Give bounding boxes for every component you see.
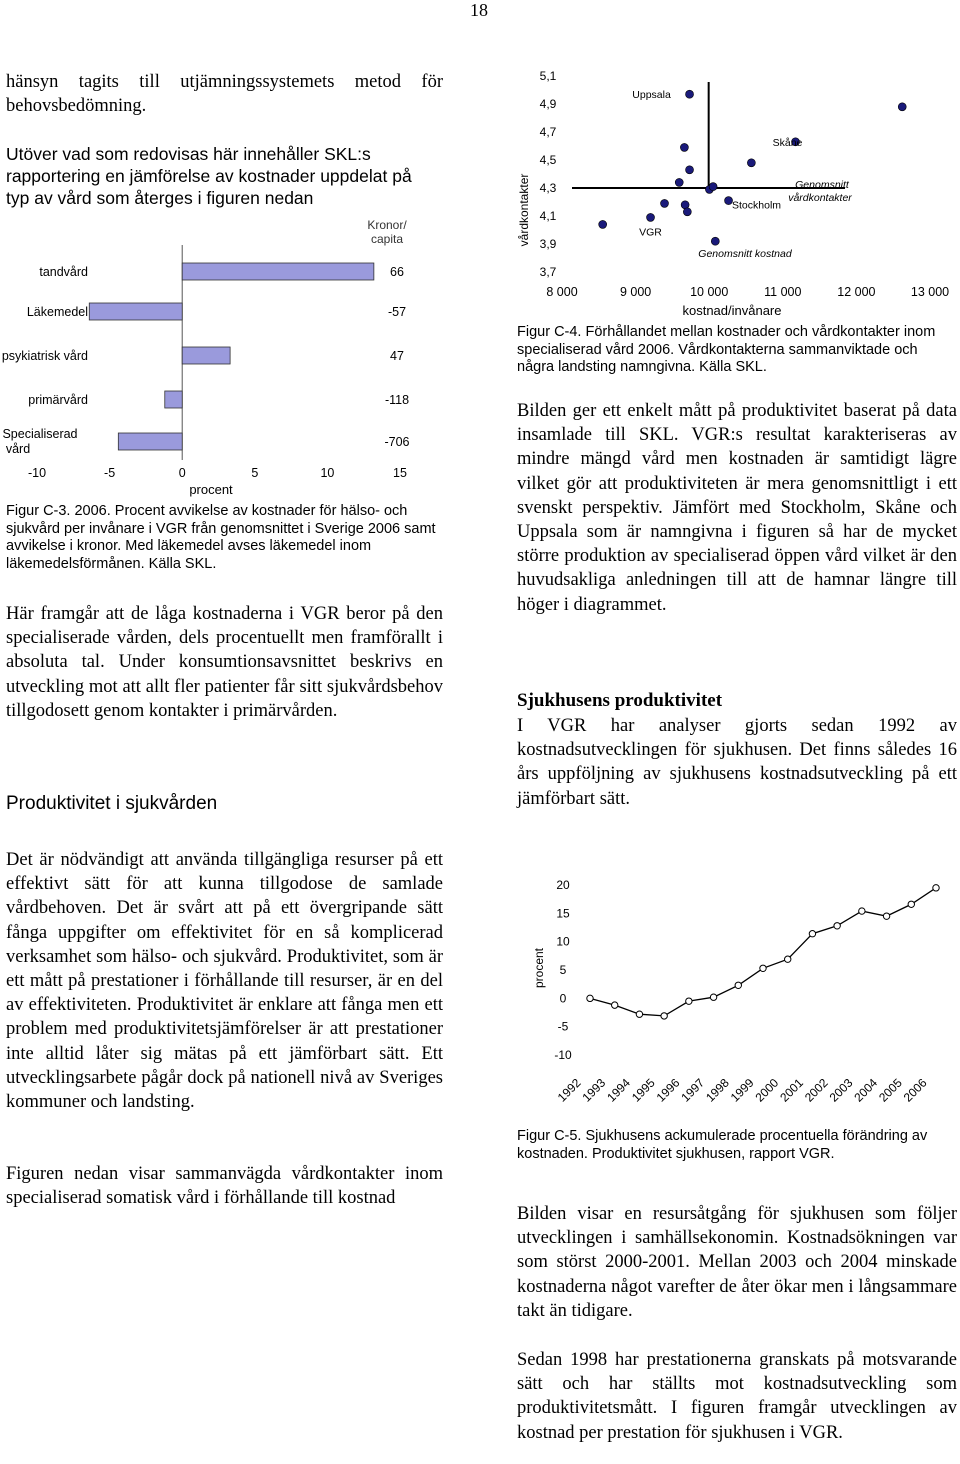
fig5-caption: Figur C-5. Sjukhusens ackumulerade procentuella förändring av kostnaden. Produktivitet sjukhusen, rapport VGR. bbox=[517, 1128, 928, 1162]
fig5-data-point bbox=[785, 956, 791, 962]
fig3-right-header-line1: Kronor/ bbox=[367, 218, 407, 232]
left-paragraph-4: Det är nödvändigt att använda tillgängliga resurser på ett effektivt sätt för att kunna tillgodose de samlade vårdbehoven. Det är svårt att på ett övergripande sätt fånga uppgifter om effektivitet för en så komplicerad verksamhet som hälso- och sjukvård. Produktivitet, som är ett mått på prestationer i förhållande till resurser, är en del av effektiviteten. Produktivitet är enklare att fånga men ett problem med produktivitetsjämförelser är att prestationer inte alltid låter sig mätas på ett jämförbart sätt. Ett utvecklingsarbete pågår dock på nationell nivå av Sveriges kommuner och landsting. bbox=[6, 850, 443, 1113]
fig3-bar-chart bbox=[0, 210, 440, 500]
fig4-y-tick-label: 5,1 bbox=[539, 69, 557, 83]
fig3-category-label: vård bbox=[5, 442, 31, 456]
fig4-data-point bbox=[686, 166, 694, 174]
fig5-x-tick-label: 2004 bbox=[851, 1075, 881, 1105]
fig3-kronor-value: -706 bbox=[384, 435, 410, 449]
fig5-y-tick-label: 10 bbox=[556, 934, 570, 949]
fig4-data-point bbox=[747, 159, 755, 167]
fig5-x-tick-label: 1992 bbox=[554, 1075, 584, 1105]
fig3-caption: Figur C-3. 2006. Procent avvikelse av kostnader för hälso- och sjukvård per invånare i VGR från genomsnittet i Sverige 2006 samt avvikelse i kronor. Med läkemedel avses läkemedel inom läkemedelsförmånen. Källa SKL. bbox=[6, 503, 436, 572]
section-heading-sjukhusens: Sjukhusens produktivitet bbox=[517, 690, 723, 711]
fig4-caption: Figur C-4. Förhållandet mellan kostnader och vårdkontakter inom specialiserad vård 2006. Vårdkontakterna sammanviktade och några landsting namngivna. Källa SKL. bbox=[517, 324, 936, 375]
fig5-x-tick-label: 1997 bbox=[678, 1075, 708, 1105]
fig3-category-label: primärvård bbox=[28, 393, 88, 407]
fig5-data-point bbox=[587, 995, 593, 1001]
fig5-data-point bbox=[710, 994, 716, 1000]
fig4-x-tick-label: 12 000 bbox=[837, 285, 876, 299]
fig5-y-tick-label: 0 bbox=[559, 991, 567, 1006]
fig3-category-label: Läkemedel bbox=[26, 305, 88, 319]
right-paragraph-3: Bilden visar en resursåtgång för sjukhusen som följer utvecklingen i samhällsekonomin. Kostnadsökningen var som störst 2000-2001. Mellan 2003 och 2004 minskade kostnaderna något varefter de åter ökar men i långsammare takt än tidigare. bbox=[517, 1204, 957, 1321]
fig5-y-tick-label: -5 bbox=[557, 1019, 569, 1034]
fig5-y-tick-label: 15 bbox=[556, 906, 570, 921]
fig5-data-point bbox=[661, 1013, 667, 1019]
right-paragraph-2: I VGR har analyser gjorts sedan 1992 av kostnadsutvecklingen för sjukhusen. Det finns således 16 års uppföljning av sjukhusens kostnadsutveckling på ett jämförbart sätt. bbox=[517, 716, 957, 809]
fig4-y-tick-label: 4,9 bbox=[539, 97, 557, 111]
fig3-bar bbox=[182, 347, 230, 364]
left-paragraph-1: hänsyn tagits till utjämningssystemets metod för behovsbedömning. bbox=[6, 72, 443, 117]
fig3-x-tick-label: 15 bbox=[393, 466, 407, 480]
fig5-x-tick-label: 2006 bbox=[900, 1075, 930, 1105]
fig5-x-tick-label: 2005 bbox=[876, 1075, 905, 1105]
fig3-category-label: psykiatrisk vård bbox=[1, 349, 88, 363]
fig5-data-point bbox=[636, 1011, 642, 1017]
fig5-data-point bbox=[760, 965, 766, 971]
fig3-x-tick-label: 10 bbox=[320, 466, 335, 480]
fig3-kronor-value: -118 bbox=[384, 393, 410, 407]
fig3-bar bbox=[89, 303, 182, 320]
fig5-data-point bbox=[686, 998, 692, 1004]
fig5-series-line bbox=[590, 888, 936, 1016]
fig4-annotation-mean-y-line1: Genomsnitt bbox=[795, 179, 849, 191]
fig5-x-tick-label: 1998 bbox=[703, 1075, 732, 1105]
fig4-point-label: Stockholm bbox=[732, 199, 782, 212]
fig5-x-tick-label: 1993 bbox=[579, 1075, 609, 1105]
fig4-point-label: Uppsala bbox=[632, 89, 671, 102]
fig4-y-tick-label: 4,7 bbox=[539, 125, 557, 139]
fig3-right-header-line2: capita bbox=[370, 232, 404, 246]
fig5-data-point bbox=[612, 1002, 618, 1008]
fig3-bar bbox=[182, 263, 374, 280]
fig4-y-tick-label: 4,3 bbox=[539, 181, 557, 195]
right-paragraph-4: Sedan 1998 har prestationerna granskats på motsvarande sätt och har ställts mot kostnadsutveckling som produktivitetsmått. I figuren framgår utvecklingen av kostnad per prestation för sjukhusen i VGR. bbox=[517, 1350, 957, 1443]
fig3-category-label: tandvård bbox=[39, 265, 88, 279]
fig4-x-tick-label: 11 000 bbox=[764, 285, 802, 299]
right-paragraph-1: Bilden ger ett enkelt mått på produktivitet baserat på data insamlade till SKL. VGR:s resultat karakteriseras av mindre mängd vård men kostnaden är samtidigt lägre vilket gör att produktiviteten är mera genomsnittligt i ett svenskt perspektiv. Jämfört med Stockholm, Skåne och Uppsala som är namngivna i figuren så har de mycket större produktion av specialiserad öppen vård vilket är den huvudsakliga anledningen till att de hamnar längre till höger i diagrammet. bbox=[517, 401, 957, 615]
fig5-y-axis-label: procent bbox=[532, 947, 546, 989]
fig3-x-tick-label: -10 bbox=[27, 466, 47, 480]
left-paragraph-5: Figuren nedan visar sammanvägda vårdkontakter inom specialiserad somatisk vård i förhållande till kostnad bbox=[6, 1164, 443, 1209]
fig4-y-tick-label: 4,1 bbox=[539, 209, 557, 223]
fig4-y-tick-label: 3,9 bbox=[539, 237, 557, 251]
fig4-data-point bbox=[680, 143, 688, 151]
fig5-y-tick-label: 20 bbox=[556, 878, 570, 892]
fig4-x-tick-label: 10 000 bbox=[690, 285, 729, 299]
fig5-data-point bbox=[908, 901, 914, 907]
fig5-x-tick-label: 2001 bbox=[777, 1075, 806, 1105]
fig4-x-axis-label: kostnad/invånare bbox=[682, 303, 782, 318]
fig5-data-point bbox=[859, 908, 865, 914]
fig5-line-chart bbox=[515, 868, 955, 1128]
fig5-x-tick-label: 2003 bbox=[826, 1075, 856, 1105]
fig4-x-tick-label: 13 000 bbox=[910, 285, 950, 299]
fig3-category-label: Specialiserad bbox=[2, 427, 78, 441]
fig3-bar bbox=[118, 433, 182, 450]
left-paragraph-2: Utöver vad som redovisas här innehåller SKL:s rapportering en jämförelse av kostnader uppdelat på typ av vård som återges i figuren nedan bbox=[6, 144, 412, 208]
fig5-data-point bbox=[834, 923, 840, 929]
fig5-y-tick-label: 5 bbox=[559, 963, 567, 977]
fig5-x-tick-label: 2002 bbox=[801, 1075, 831, 1105]
fig4-data-point bbox=[683, 208, 691, 216]
fig5-data-point bbox=[735, 982, 741, 988]
fig4-x-tick-label: 9 000 bbox=[619, 285, 652, 299]
fig5-x-tick-label: 1999 bbox=[727, 1075, 757, 1105]
fig5-data-point bbox=[933, 885, 939, 891]
fig3-x-axis-label: procent bbox=[189, 482, 233, 497]
fig4-scatter-chart bbox=[510, 60, 960, 320]
fig3-bar bbox=[165, 391, 182, 408]
fig3-kronor-value: -57 bbox=[387, 305, 407, 319]
fig4-data-point bbox=[661, 199, 669, 207]
fig5-data-point bbox=[809, 931, 815, 937]
fig4-y-tick-label: 3,7 bbox=[539, 265, 557, 279]
fig5-x-tick-label: 1994 bbox=[604, 1075, 633, 1105]
fig4-data-point bbox=[709, 183, 717, 191]
fig4-annotation-mean-x: Genomsnitt kostnad bbox=[698, 248, 792, 260]
fig3-x-tick-label: -5 bbox=[104, 466, 116, 480]
fig4-point-label: VGR bbox=[639, 226, 662, 239]
fig3-x-tick-label: 0 bbox=[178, 466, 186, 480]
fig4-y-axis-label: vårdkontakter bbox=[517, 173, 531, 247]
section-heading-produktivitet: Produktivitet i sjukvården bbox=[6, 793, 218, 814]
fig4-x-tick-label: 8 000 bbox=[546, 285, 578, 299]
fig5-x-tick-label: 1996 bbox=[653, 1075, 683, 1105]
fig4-data-point bbox=[675, 178, 683, 186]
fig5-x-tick-label: 2000 bbox=[752, 1075, 782, 1105]
page-number: 18 bbox=[470, 0, 488, 20]
fig4-data-point bbox=[599, 220, 607, 228]
left-paragraph-3: Här framgår att de låga kostnaderna i VGR beror på den specialiserade vården, dels procentuellt men framförallt i absoluta tal. Under konsumtionsavsnittet beskrivs en utveckling mot att allt fler patienter får sitt sjukvårdsbehov tillgodosett genom kontakter i primärvården. bbox=[6, 604, 443, 721]
fig4-data-point bbox=[711, 237, 719, 245]
fig4-data-point bbox=[686, 90, 694, 98]
fig4-y-tick-label: 4,5 bbox=[539, 153, 557, 167]
fig5-x-tick-label: 1995 bbox=[628, 1075, 658, 1105]
fig4-data-point bbox=[647, 213, 655, 221]
fig4-point-label: Skåne bbox=[772, 136, 803, 149]
fig3-kronor-value: 47 bbox=[390, 349, 404, 363]
fig4-annotation-mean-y-line2: vårdkontakter bbox=[788, 192, 852, 204]
fig5-data-point bbox=[883, 913, 889, 919]
fig4-data-point bbox=[898, 103, 906, 111]
fig3-kronor-value: 66 bbox=[390, 265, 404, 279]
fig5-y-tick-label: -10 bbox=[554, 1048, 572, 1062]
fig3-x-tick-label: 5 bbox=[251, 466, 259, 480]
